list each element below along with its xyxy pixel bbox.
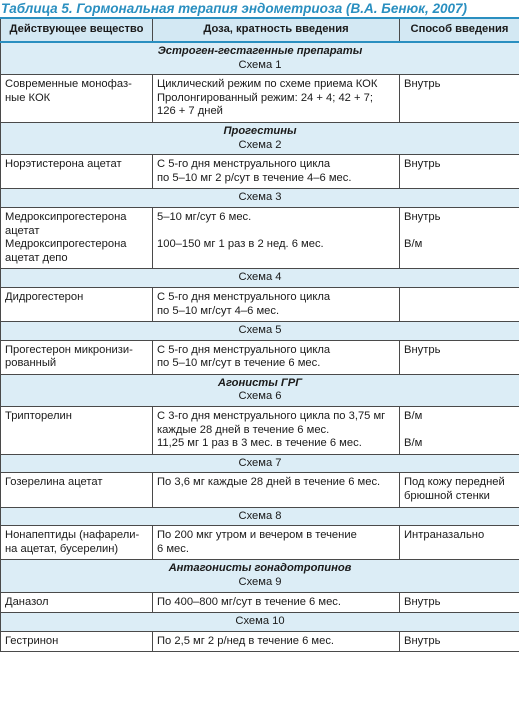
scheme-label: Схема 5	[238, 324, 282, 337]
route-line	[404, 424, 516, 438]
section-header	[1, 269, 519, 288]
dose-line: Циклический режим по схеме приема КОК	[157, 78, 378, 91]
route-line	[404, 291, 516, 305]
dose-line: по 5–10 мг 2 р/сут в течение 4–6 мес.	[157, 171, 352, 184]
route-line: Внутрь	[404, 210, 441, 223]
substance-cell	[1, 473, 153, 507]
substance-line: Гестринон	[5, 634, 59, 647]
table-row	[1, 340, 519, 374]
section-header-row	[1, 42, 519, 75]
substance-line: на ацетат, бусерелин)	[5, 542, 119, 555]
section-header-row	[1, 322, 519, 341]
table-body	[1, 42, 519, 652]
section-header	[1, 374, 519, 406]
dose-cell	[153, 75, 400, 123]
substance-line: Медроксипрогестерона	[5, 210, 127, 223]
section-header	[1, 189, 519, 208]
dose-line: по 5–10 мг/сут в течение 6 мес.	[157, 357, 321, 370]
scheme-label: Схема 10	[235, 615, 285, 628]
route-cell	[400, 340, 519, 374]
route-cell	[400, 592, 519, 613]
dose-line: 126 + 7 дней	[157, 105, 223, 118]
substance-line: Нонапептиды (нафарели-	[5, 529, 140, 542]
route-cell	[400, 526, 519, 560]
section-header	[1, 42, 519, 75]
route-line: В/м	[404, 437, 423, 450]
route-line	[404, 225, 516, 239]
substance-line: ацетат депо	[5, 251, 68, 264]
dose-cell	[153, 407, 400, 455]
substance-line: Прогестерон микронизи-	[5, 343, 133, 356]
scheme-label: Схема 4	[238, 271, 282, 284]
route-cell	[400, 287, 519, 321]
dose-cell	[153, 287, 400, 321]
route-line: В/м	[404, 410, 423, 423]
section-header	[1, 560, 519, 592]
drug-group-title: Эстроген-гестагенные препараты	[157, 45, 363, 57]
section-header-row	[1, 454, 519, 473]
route-cell	[400, 473, 519, 507]
route-cell	[400, 407, 519, 455]
section-header	[1, 322, 519, 341]
dose-cell	[153, 631, 400, 652]
route-cell	[400, 631, 519, 652]
scheme-label: Схема 9	[238, 576, 282, 588]
route-line: Внутрь	[404, 343, 441, 356]
dose-line: По 400–800 мг/сут в течение 6 мес.	[157, 595, 341, 608]
section-header	[1, 122, 519, 154]
substance-cell	[1, 631, 153, 652]
substance-line: Дидрогестерон	[5, 290, 84, 303]
table-title: Таблица 5. Гормональная терапия эндометриоза (В.А. Бенюк, 2007)	[1, 1, 468, 16]
substance-line: ные КОК	[5, 91, 51, 104]
route-cell	[400, 75, 519, 123]
section-header-row	[1, 613, 519, 632]
column-header-substance: Действующее вещество	[1, 18, 153, 42]
column-header-route: Способ введения	[400, 18, 519, 42]
header-row	[1, 18, 519, 42]
substance-line: Гозерелина ацетат	[5, 476, 103, 489]
dose-cell	[153, 207, 400, 268]
dose-line: каждые 28 дней в течение 6 мес.	[157, 423, 330, 436]
table-row	[1, 526, 519, 560]
route-line: Внутрь	[404, 158, 441, 171]
scheme-label: Схема 7	[238, 456, 282, 469]
table-row	[1, 631, 519, 652]
drug-group-title: Антагонисты гонадотропинов	[168, 562, 352, 575]
dose-cell	[153, 526, 400, 560]
substance-line: Норэтистерона ацетат	[5, 158, 122, 171]
section-header	[1, 454, 519, 473]
table-row	[1, 207, 519, 268]
substance-cell	[1, 287, 153, 321]
substance-cell	[1, 75, 153, 123]
scheme-label: Схема 6	[238, 390, 282, 403]
dose-line: Пролонгированный режим: 24 + 4; 42 + 7;	[157, 91, 373, 104]
substance-line: ацетат	[5, 224, 40, 237]
table-row	[1, 75, 519, 123]
dose-cell	[153, 473, 400, 507]
table-row	[1, 155, 519, 189]
scheme-label: Схема 1	[238, 58, 282, 71]
dose-line: 5–10 мг/сут 6 мес.	[157, 210, 252, 223]
scheme-label: Схема 8	[238, 509, 282, 522]
dose-line: 11,25 мг 1 раз в 3 мес. в течение 6 мес.	[157, 437, 362, 450]
dose-line: 100–150 мг 1 раз в 2 нед. 6 мес.	[157, 238, 324, 251]
substance-cell	[1, 207, 153, 268]
column-header-dose: Доза, кратность введения	[153, 18, 400, 42]
table-row	[1, 473, 519, 507]
dose-line: С 5-го дня менструального цикла	[157, 290, 331, 303]
substance-line: рованный	[5, 357, 57, 370]
substance-line: Даназол	[5, 595, 49, 608]
scheme-label: Схема 3	[238, 191, 282, 204]
substance-cell	[1, 592, 153, 613]
route-line: Внутрь	[404, 78, 441, 91]
route-line: Интраназально	[404, 529, 485, 542]
dose-line: С 3-го дня менструального цикла по 3,75 мг	[157, 410, 386, 423]
scheme-label: Схема 2	[238, 138, 282, 151]
drug-group-title: Прогестины	[223, 124, 297, 137]
substance-cell	[1, 155, 153, 189]
section-header	[1, 613, 519, 632]
table-row	[1, 592, 519, 613]
substance-cell	[1, 407, 153, 455]
section-header-row	[1, 122, 519, 154]
dose-line: По 200 мкг утром и вечером в течение	[157, 529, 357, 542]
drug-group-title: Агонисты ГРГ	[217, 376, 303, 389]
route-line: Внутрь	[404, 595, 441, 608]
dose-line: По 3,6 мг каждые 28 дней в течение 6 мес.	[157, 476, 381, 489]
substance-line: Современные монофаз-	[5, 78, 132, 91]
section-header-row	[1, 189, 519, 208]
dose-cell	[153, 340, 400, 374]
route-line: Под кожу передней	[404, 476, 505, 489]
substance-line: Трипторелин	[5, 410, 72, 423]
table-row	[1, 287, 519, 321]
substance-line: Медроксипрогестерона	[5, 238, 127, 251]
dose-line: по 5–10 мг/сут 4–6 мес.	[157, 304, 280, 317]
dose-cell	[153, 155, 400, 189]
table-row	[1, 407, 519, 455]
section-header-row	[1, 560, 519, 592]
substance-cell	[1, 526, 153, 560]
dose-line: По 2,5 мг 2 р/нед в течение 6 мес.	[157, 634, 335, 647]
therapy-table	[0, 17, 519, 652]
route-line: В/м	[404, 238, 423, 251]
dose-line: С 5-го дня менструального цикла	[157, 158, 331, 171]
dose-line	[157, 225, 396, 239]
route-cell	[400, 207, 519, 268]
route-line: Внутрь	[404, 634, 441, 647]
substance-cell	[1, 340, 153, 374]
section-header-row	[1, 507, 519, 526]
dose-line: С 5-го дня менструального цикла	[157, 343, 331, 356]
section-header-row	[1, 269, 519, 288]
dose-line: 6 мес.	[157, 542, 189, 555]
route-line: брюшной стенки	[404, 490, 490, 503]
dose-cell	[153, 592, 400, 613]
section-header-row	[1, 374, 519, 406]
route-cell	[400, 155, 519, 189]
section-header	[1, 507, 519, 526]
